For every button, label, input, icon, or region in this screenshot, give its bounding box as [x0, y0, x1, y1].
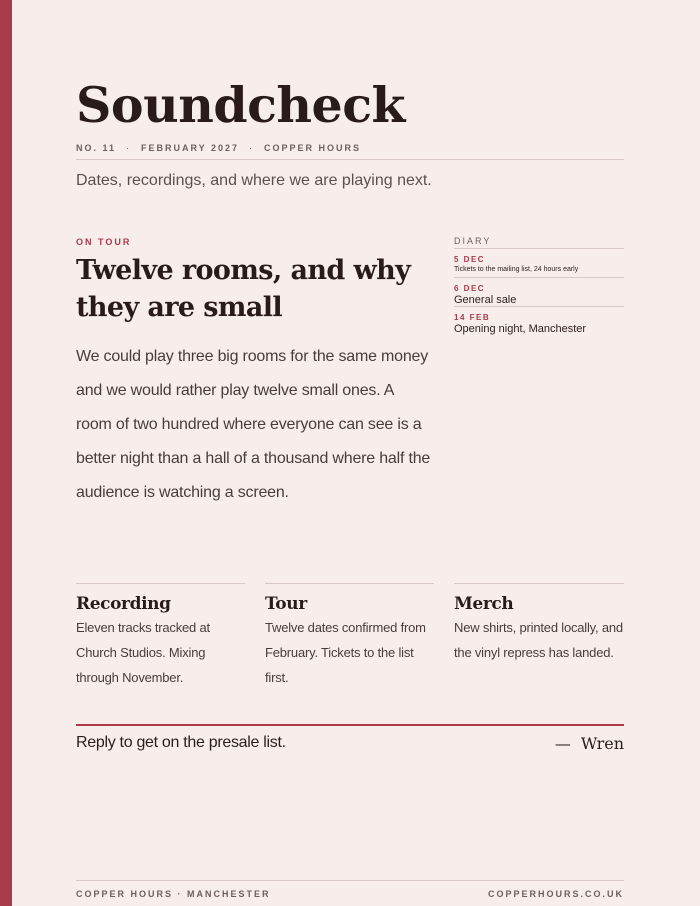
presale-cta: Reply to get on the presale list.	[76, 734, 286, 751]
accent-stripe	[0, 0, 12, 906]
diary-date: 5 DEC	[454, 255, 486, 264]
diary-sidebar	[454, 236, 624, 335]
diary-item	[454, 277, 624, 306]
diary-date: 6 DEC	[454, 284, 486, 293]
column-text: New shirts, printed locally, and the vinyl repress has landed.	[454, 620, 623, 660]
diary-item	[454, 306, 624, 335]
column-text: Twelve dates confirmed from February. Tickets to the list first.	[265, 620, 426, 685]
issue-date: FEBRUARY 2027	[141, 143, 240, 153]
column-title: Merch	[454, 594, 514, 614]
column-tour	[265, 583, 434, 690]
diary-text: Tickets to the mailing list, 24 hours early	[454, 266, 579, 273]
footer-website-link[interactable]: COPPERHOURS.CO.UK	[487, 889, 624, 899]
issue-line	[76, 143, 361, 153]
signoff-name: Wren	[580, 734, 624, 753]
issue-number: NO. 11	[76, 143, 117, 153]
column-recording	[76, 583, 245, 690]
issue-separator: ·	[126, 143, 132, 153]
diary-date: 14 FEB	[454, 313, 491, 322]
diary-item	[454, 248, 624, 277]
issue-brand: COPPER HOURS	[264, 143, 362, 153]
footer-location: COPPER HOURS · MANCHESTER	[76, 889, 271, 899]
masthead-divider	[76, 159, 624, 160]
column-text: Eleven tracks tracked at Church Studios. Mixing through November.	[76, 620, 210, 685]
masthead-title: Soundcheck	[76, 76, 406, 134]
diary-text: Opening night, Manchester	[454, 323, 587, 335]
signoff-dash: —	[554, 734, 571, 753]
feature-headline: Twelve rooms, and why they are small	[76, 255, 411, 323]
diary-label: DIARY	[454, 236, 492, 246]
feature-kicker: ON TOUR	[76, 237, 132, 247]
issue-separator: ·	[249, 143, 255, 153]
tagline: Dates, recordings, and where we are playing next.	[76, 172, 432, 189]
column-merch	[454, 583, 624, 665]
footer-divider	[76, 880, 624, 881]
newsletter-page	[76, 0, 624, 906]
cta-divider	[76, 724, 624, 726]
diary-text: General sale	[454, 294, 517, 306]
feature-body: We could play three big rooms for the same money and we would rather play twelve small ones. A room of two hundred where everyone can see is a better night than a hall of a thousand where half the audience is watching a screen.	[76, 348, 431, 501]
column-title: Recording	[76, 594, 171, 614]
column-title: Tour	[265, 594, 307, 614]
signoff	[555, 734, 624, 753]
